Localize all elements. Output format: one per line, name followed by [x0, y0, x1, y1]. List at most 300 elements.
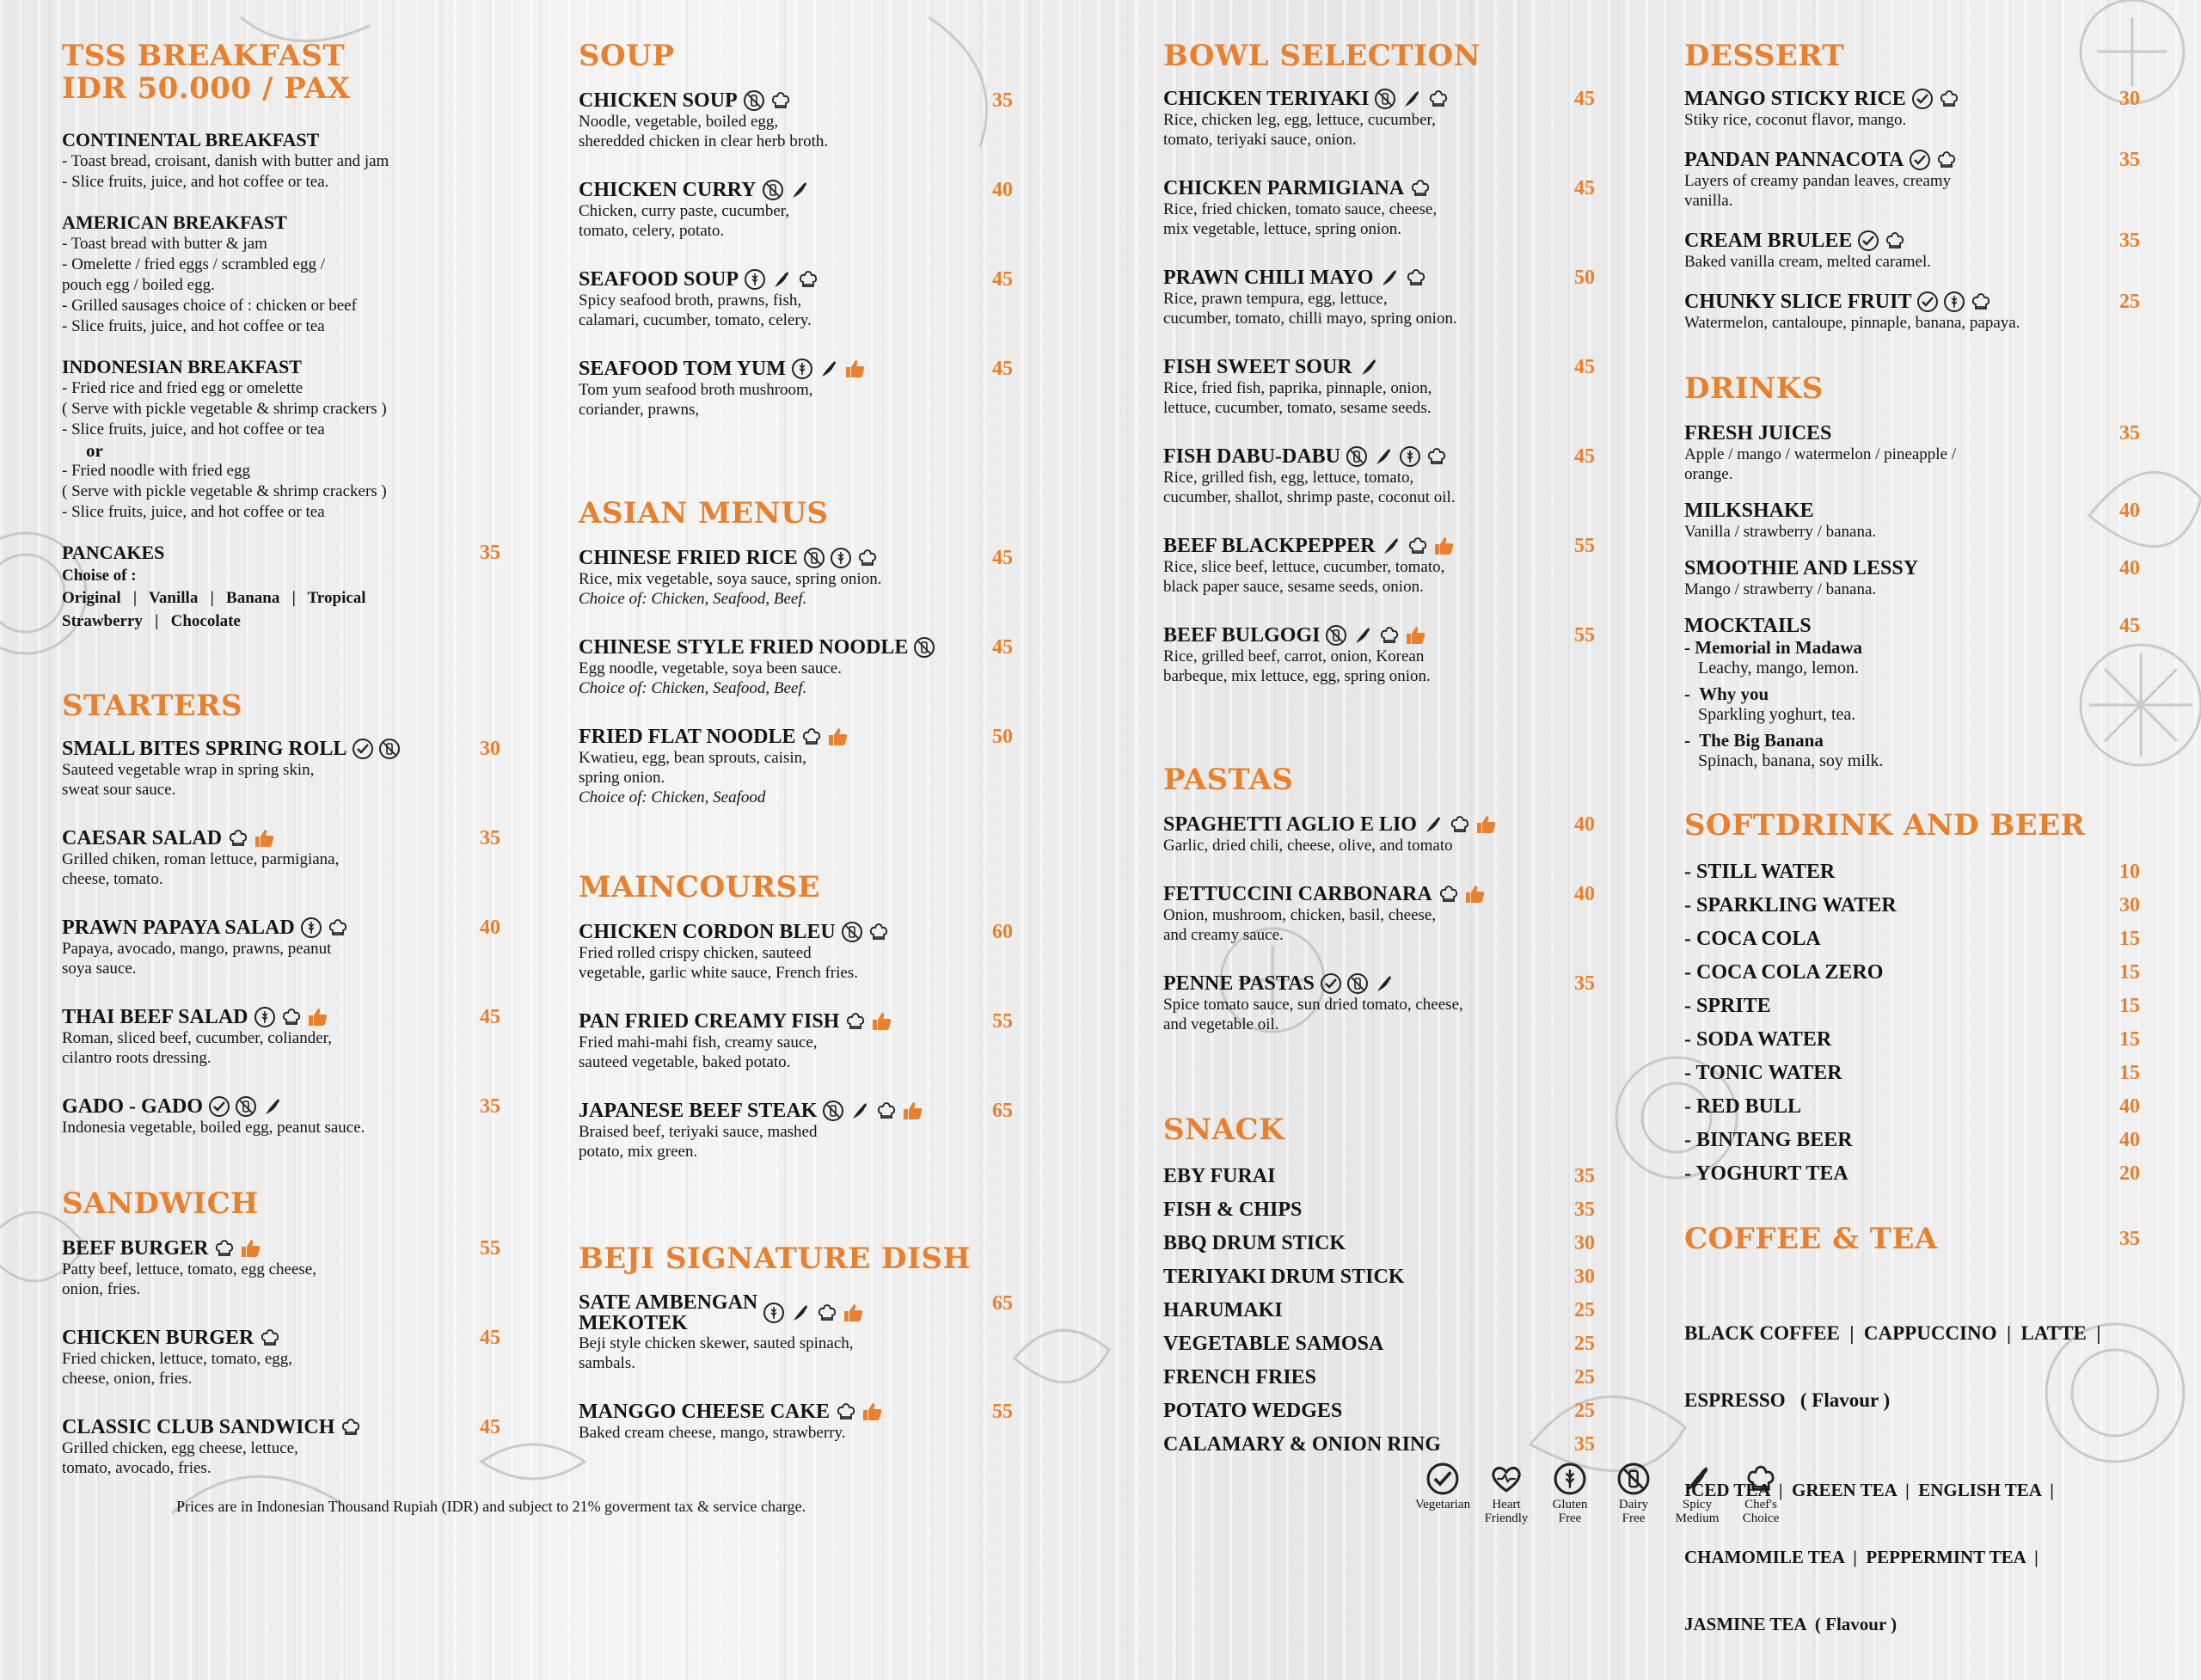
- thumbs-up-icon: [1433, 535, 1456, 557]
- item-name-row: [1163, 88, 1595, 110]
- spicy-icon: [1373, 972, 1395, 995]
- chefs-choice-icon: [1438, 883, 1460, 905]
- spicy-icon: [1380, 535, 1402, 557]
- item-description: Fried mahi-mahi fish, creamy sauce, sauteed vegetable, baked potato.: [579, 1033, 818, 1071]
- item-name: SMALL BITES SPRING ROLL: [62, 738, 347, 760]
- spicy-icon: [770, 268, 793, 291]
- mocktail-name: - The Big Banana: [1684, 730, 1824, 751]
- mocktail-item: [1684, 730, 2140, 771]
- vegetarian-icon: [1916, 291, 1939, 313]
- item-name: SEAFOOD TOM YUM: [579, 358, 786, 380]
- item-price: 25: [1574, 1400, 1595, 1422]
- item-name-row: [1163, 813, 1595, 836]
- item-price: 55: [1574, 535, 1595, 557]
- legend-item: [1481, 1462, 1532, 1525]
- menu-item: [579, 921, 1013, 983]
- item-name-row: [62, 827, 500, 849]
- soup-list: [579, 89, 1013, 420]
- item-name: - TONIC WATER: [1684, 1062, 1842, 1084]
- item-choice: Choice of: Chicken, Seafood: [579, 788, 766, 806]
- menu-item: [1684, 230, 2140, 272]
- item-name-row: [1163, 883, 1595, 905]
- chefs-choice-icon: [1938, 88, 1960, 110]
- item-price: 35: [480, 827, 500, 849]
- item-name: PANDAN PANNACOTA: [1684, 149, 1904, 171]
- item-name: CHICKEN CURRY: [579, 179, 757, 201]
- item-name: CHICKEN PARMIGIANA: [1163, 177, 1405, 199]
- dairy-free-icon: [743, 89, 765, 112]
- sandwich-list: [62, 1237, 500, 1478]
- item-name: - COCA COLA ZERO: [1684, 961, 1884, 984]
- dietary-icons: [1378, 267, 1427, 289]
- dietary-icons: [913, 636, 935, 659]
- item-name: - SPRITE: [1684, 995, 1771, 1017]
- item-name-row: [579, 358, 1013, 380]
- item-price: 45: [1574, 177, 1595, 199]
- item-name: VEGETABLE SAMOSA: [1163, 1333, 1384, 1355]
- item-price: 45: [1574, 356, 1595, 378]
- dietary-icons: [340, 1416, 362, 1438]
- item-name: - COCA COLA: [1684, 928, 1821, 950]
- mocktail-desc: Sparkling yoghurt, tea.: [1698, 705, 1856, 724]
- menu-item: [1163, 177, 1595, 239]
- list-item: [1684, 1062, 2140, 1084]
- menu-item: [1163, 356, 1595, 418]
- mocktail-name: - Memorial in Madawa: [1684, 637, 1863, 658]
- list-item: [1684, 995, 2140, 1017]
- dietary-icons: [762, 179, 811, 201]
- item-name-row: [1684, 291, 2140, 313]
- menu-item: [1163, 813, 1595, 855]
- legend-label: Chef's Choice: [1742, 1498, 1780, 1525]
- item-name: AMERICAN BREAKFAST: [62, 212, 287, 233]
- item-name: FISH DABU-DABU: [1163, 445, 1341, 468]
- pastas-list: [1163, 813, 1595, 1034]
- item-price: 30: [2119, 88, 2140, 110]
- item-price: 40: [1574, 813, 1595, 836]
- gluten-free-icon: [1943, 291, 1965, 313]
- item-description: Grilled chicken, egg cheese, lettuce, tomato, avocado, fries.: [62, 1439, 298, 1477]
- item-name: HARUMAKI: [1163, 1299, 1283, 1321]
- mocktail-item: [1684, 637, 2140, 678]
- item-price: 50: [992, 726, 1013, 748]
- coffee-options-line: ESPRESSO ( Flavour ): [1684, 1389, 1891, 1411]
- item-price: 15: [2119, 1062, 2140, 1084]
- tea-options-line: ICED TEA | GREEN TEA | ENGLISH TEA |: [1684, 1480, 2054, 1500]
- snack-list: [1163, 1165, 1595, 1456]
- item-desc: - Fried noodle with fried egg ( Serve with pickle vegetable & shrimp crackers ) - Slice fruits, juice, and hot coffee or tea: [62, 462, 387, 521]
- item-name-row: [62, 1416, 500, 1438]
- dietary-icons: [1909, 149, 1958, 171]
- item-price: 45: [992, 636, 1013, 659]
- item-description: Rice, fried chicken, tomato sauce, cheese, mix vegetable, lettuce, spring onion.: [1163, 200, 1438, 238]
- item-name: CHICKEN CORDON BLEU: [579, 921, 836, 943]
- thumbs-up-icon: [254, 827, 276, 849]
- item-name: GADO - GADO: [62, 1095, 203, 1118]
- item-name: TERIYAKI DRUM STICK: [1163, 1266, 1405, 1288]
- item-description: Braised beef, teriyaki sauce, mashed potato, mix green.: [579, 1123, 818, 1161]
- item-name: MOCKTAILS: [1684, 615, 1812, 637]
- menu-item: [62, 1327, 500, 1389]
- item-name: CALAMARY & ONION RING: [1163, 1433, 1441, 1456]
- spicy-icon: [849, 1100, 871, 1122]
- dietary-icons: [1422, 813, 1498, 836]
- legend-label: Heart Friendly: [1484, 1498, 1529, 1525]
- item-name: POTATO WEDGES: [1163, 1400, 1343, 1422]
- item-description: Fried rolled crispy chicken, sauteed vegetable, garlic white sauce, French fries.: [579, 944, 858, 982]
- item-name: INDONESIAN BREAKFAST: [62, 356, 302, 377]
- item-name: SEAFOOD SOUP: [579, 268, 739, 291]
- starters-list: [62, 738, 500, 1137]
- item-name-row: [1163, 624, 1595, 647]
- item-name-row: [1163, 356, 1595, 378]
- choice-row: Strawberry | Chocolate: [62, 612, 241, 630]
- item-description: Watermelon, cantaloupe, pinnaple, banana, papaya.: [1684, 314, 2020, 332]
- chefs-choice-icon: [259, 1327, 281, 1349]
- item-name: MANGGO CHEESE CAKE: [579, 1401, 831, 1423]
- vegetarian-icon: [352, 738, 374, 760]
- item-name: CLASSIC CLUB SANDWICH: [62, 1416, 335, 1438]
- list-item: [1684, 1162, 2140, 1185]
- item-price: 45: [480, 1416, 500, 1438]
- item-price: 45: [1574, 445, 1595, 468]
- item-price: 20: [2119, 1162, 2140, 1185]
- item-name-row: [1163, 535, 1595, 557]
- list-item: [1163, 1333, 1595, 1355]
- item-price: 35: [1574, 1433, 1595, 1456]
- item-price: 55: [992, 1010, 1013, 1033]
- item-price: 30: [1574, 1266, 1595, 1288]
- item-description: Roman, sliced beef, cucumber, coliander, cilantro roots dressing.: [62, 1029, 332, 1067]
- item-description: Apple / mango / watermelon / pineapple / orange.: [1684, 445, 1957, 483]
- chefs-choice-icon: [856, 547, 879, 569]
- item-description: Chicken, curry paste, cucumber, tomato, celery, potato.: [579, 202, 790, 240]
- item-name-row: [62, 1095, 500, 1118]
- item-price: 30: [2119, 894, 2140, 917]
- item-name-row: [579, 1010, 1013, 1033]
- dairy-free-icon: [822, 1100, 844, 1122]
- thumbs-up-icon: [861, 1401, 884, 1423]
- item-name: MILKSHAKE: [1684, 500, 1814, 522]
- item-name: - SODA WATER: [1684, 1028, 1832, 1051]
- list-item: [1684, 1028, 2140, 1051]
- thumbs-up-icon: [843, 1302, 865, 1324]
- dairy-free-icon: [1616, 1462, 1651, 1496]
- dairy-free-icon: [378, 738, 401, 760]
- mocktails-item: [1684, 615, 2140, 771]
- gluten-free-icon: [1399, 445, 1421, 468]
- dietary-icons: [743, 89, 792, 112]
- mocktail-name: - Why you: [1684, 684, 1769, 704]
- dietary-icons: [208, 1095, 284, 1118]
- item-name-row: [1684, 149, 2140, 171]
- thumbs-up-icon: [844, 358, 867, 380]
- legend-item: [1608, 1462, 1659, 1525]
- pancakes-item: [62, 542, 500, 633]
- american-breakfast: [62, 212, 500, 337]
- mocktail-desc: Leachy, mango, lemon.: [1698, 659, 1859, 678]
- item-description: Onion, mushroom, chicken, basil, cheese, and creamy sauce.: [1163, 906, 1437, 944]
- item-name-row: [62, 917, 500, 939]
- dietary-icons: [800, 726, 849, 748]
- menu-item: [1163, 883, 1595, 945]
- item-name: BEEF BURGER: [62, 1237, 209, 1260]
- gluten-free-icon: [830, 547, 852, 569]
- dessert-list: [1684, 88, 2140, 333]
- dietary-icons: [763, 1302, 865, 1324]
- item-price: 45: [480, 1327, 500, 1349]
- item-name: CHUNKY SLICE FRUIT: [1684, 291, 1912, 313]
- item-name: CHICKEN SOUP: [579, 89, 738, 112]
- vegetarian-icon: [1425, 1462, 1460, 1496]
- item-price: 35: [2119, 149, 2140, 171]
- menu-item: [62, 738, 500, 800]
- or-label: or: [86, 440, 103, 461]
- spicy-icon: [788, 179, 811, 201]
- menu-item: [1684, 88, 2140, 130]
- signature-list: [579, 1292, 1013, 1443]
- item-description: Beji style chicken skewer, sauted spinach, sambals.: [579, 1334, 854, 1372]
- item-description: Spicy seafood broth, prawns, fish, calamari, cucumber, tomato, celery.: [579, 291, 812, 329]
- menu-item: [1684, 422, 2140, 484]
- spicy-icon: [1422, 813, 1444, 836]
- item-description: Mango / strawberry / banana.: [1684, 580, 1877, 598]
- item-description: Rice, chicken leg, egg, lettuce, cucumber, tomato, teriyaki sauce, onion.: [1163, 111, 1436, 149]
- chefs-choice-icon: [227, 827, 249, 849]
- vegetarian-icon: [1911, 88, 1934, 110]
- dairy-free-icon: [1374, 88, 1396, 110]
- item-name: SATE AMBENGAN MEKOTEK: [579, 1291, 758, 1334]
- spicy-icon: [1372, 445, 1395, 468]
- item-name: FETTUCCINI CARBONARA: [1163, 883, 1432, 905]
- dietary-icons: [259, 1327, 281, 1349]
- dietary-icons: [835, 1401, 884, 1423]
- item-name: FISH SWEET SOUR: [1163, 356, 1352, 378]
- item-price: 35: [1574, 1165, 1595, 1187]
- vegetarian-icon: [208, 1095, 230, 1118]
- item-description: Garlic, dried chili, cheese, olive, and tomato: [1163, 837, 1453, 855]
- menu-item: [1684, 500, 2140, 542]
- item-price: 35: [992, 89, 1013, 112]
- item-price: 40: [480, 917, 500, 939]
- item-price: 40: [2119, 500, 2140, 522]
- item-description: Rice, grilled beef, carrot, onion, Korean barbeque, mix lettuce, egg, spring onion.: [1163, 647, 1431, 685]
- item-name-row: [1684, 230, 2140, 252]
- gluten-free-icon: [791, 358, 813, 380]
- list-item: [1684, 894, 2140, 917]
- list-item: [1163, 1266, 1595, 1288]
- asian-menus-title: ASIAN MENUS: [579, 496, 829, 530]
- dairy-free-icon: [1346, 445, 1368, 468]
- item-price: 65: [992, 1292, 1013, 1315]
- menu-item: [579, 726, 1013, 807]
- list-item: [1163, 1366, 1595, 1389]
- chefs-choice-icon: [844, 1010, 867, 1033]
- menu-item: [579, 358, 1013, 420]
- mocktail-desc: Spinach, banana, soy milk.: [1698, 751, 1884, 770]
- menu-item: [1163, 267, 1595, 328]
- item-name: PENNE PASTAS: [1163, 972, 1315, 995]
- menu-item: [1684, 149, 2140, 211]
- item-name-row: [1684, 500, 2140, 522]
- item-price: 45: [1574, 88, 1595, 110]
- item-name-row: [579, 268, 1013, 291]
- dietary-icons: [1438, 883, 1487, 905]
- item-name: CONTINENTAL BREAKFAST: [62, 129, 320, 150]
- item-name-row: [62, 1006, 500, 1028]
- list-item: [1684, 1129, 2140, 1151]
- mocktail-item: [1684, 684, 2140, 725]
- drinks-title: DRINKS: [1684, 371, 1824, 406]
- item-price: 55: [480, 1237, 500, 1260]
- coffee-options-line: BLACK COFFEE | CAPPUCCINO | LATTE |: [1684, 1322, 2101, 1344]
- item-name-row: [1163, 177, 1595, 199]
- pastas-title: PASTAS: [1163, 763, 1294, 797]
- thumbs-up-icon: [1475, 813, 1498, 836]
- chefs-choice-icon: [340, 1416, 362, 1438]
- item-price: 40: [1574, 883, 1595, 905]
- item-price: 45: [992, 358, 1013, 380]
- legend-item: [1414, 1462, 1471, 1525]
- item-name-row: [579, 636, 1013, 659]
- item-name-row: [579, 1401, 1013, 1423]
- item-name: CREAM BRULEE: [1684, 230, 1853, 252]
- list-item: [1684, 928, 2140, 950]
- item-name: MANGO STICKY RICE: [1684, 88, 1906, 110]
- list-item: [1163, 1400, 1595, 1422]
- menu-item: [579, 179, 1013, 241]
- drinks-list: [1684, 422, 2140, 599]
- list-item: [1163, 1232, 1595, 1254]
- chefs-choice-icon: [1378, 624, 1401, 647]
- item-description: Tom yum seafood broth mushroom, coriander, prawns,: [579, 381, 813, 419]
- dairy-free-icon: [803, 547, 825, 569]
- item-price: 40: [992, 179, 1013, 201]
- chefs-choice-icon: [1884, 230, 1906, 252]
- thumbs-up-icon: [871, 1010, 893, 1033]
- item-description: Spice tomato sauce, sun dried tomato, cheese, and vegetable oil.: [1163, 996, 1463, 1033]
- asian-list: [579, 547, 1013, 807]
- dietary-icons: [300, 917, 349, 939]
- item-name: CHINESE STYLE FRIED NOODLE: [579, 636, 909, 659]
- item-description: Papaya, avocado, mango, prawns, peanut soya sauce.: [62, 940, 332, 978]
- menu-item: [1684, 557, 2140, 599]
- list-item: [1684, 861, 2140, 883]
- starters-title: STARTERS: [62, 689, 243, 723]
- item-name-row: [62, 1237, 500, 1260]
- item-price: 35: [1574, 1199, 1595, 1221]
- item-price: 15: [2119, 1028, 2140, 1051]
- item-name-row: [579, 89, 1013, 112]
- list-item: [1163, 1199, 1595, 1221]
- item-name: - BINTANG BEER: [1684, 1129, 1853, 1151]
- item-name-row: [1163, 445, 1595, 468]
- item-name-row: [1684, 422, 2140, 445]
- item-description: Baked cream cheese, mango, strawberry.: [579, 1424, 846, 1442]
- signature-title: BEJI SIGNATURE DISH: [579, 1242, 972, 1276]
- dietary-icons: [1320, 972, 1395, 995]
- item-description: Rice, grilled fish, egg, lettuce, tomato, cucumber, shallot, shrimp paste, coconut oil.: [1163, 469, 1456, 506]
- menu-item: [62, 1416, 500, 1478]
- bowl-title: BOWL SELECTION: [1163, 39, 1481, 73]
- chefs-choice-icon: [797, 268, 819, 291]
- list-item: [1163, 1165, 1595, 1187]
- thumbs-up-icon: [307, 1006, 329, 1028]
- heart-friendly-icon: [1489, 1462, 1524, 1496]
- item-name-row: [579, 547, 1013, 569]
- thumbs-up-icon: [827, 726, 849, 748]
- item-price: 45: [992, 547, 1013, 569]
- dairy-free-icon: [1325, 624, 1347, 647]
- legend-item: [1544, 1462, 1596, 1525]
- item-description: Fried chicken, lettuce, tomato, egg, cheese, onion, fries.: [62, 1350, 293, 1388]
- item-description: Layers of creamy pandan leaves, creamy vanilla.: [1684, 172, 1952, 210]
- dietary-icons: [1916, 291, 1992, 313]
- item-name: - STILL WATER: [1684, 861, 1836, 883]
- item-price: 60: [992, 921, 1013, 943]
- spicy-icon: [1358, 356, 1380, 378]
- item-price: 45: [992, 268, 1013, 291]
- vegetarian-icon: [1857, 230, 1879, 252]
- dietary-icons: [352, 738, 401, 760]
- legend-label: Spicy Medium: [1675, 1498, 1720, 1525]
- item-name-row: [62, 1327, 500, 1349]
- vegetarian-icon: [1909, 149, 1931, 171]
- tea-options-line: CHAMOMILE TEA | PEPPERMINT TEA |: [1684, 1547, 2039, 1567]
- menu-item: [579, 636, 1013, 698]
- chefs-choice-icon: [213, 1237, 236, 1260]
- item-choice: Choice of: Chicken, Seafood, Beef.: [579, 590, 807, 608]
- item-description: Kwatieu, egg, bean sprouts, caisin, spring onion.: [579, 749, 806, 787]
- item-price: 45: [2119, 615, 2140, 637]
- legend-label: Vegetarian: [1414, 1498, 1471, 1511]
- list-item: [1684, 1095, 2140, 1118]
- item-price: 30: [480, 738, 500, 760]
- item-name: CAESAR SALAD: [62, 827, 223, 849]
- bowl-list: [1163, 88, 1595, 686]
- item-description: Sauteed vegetable wrap in spring skin, sweat sour sauce.: [62, 761, 315, 799]
- dietary-icons: [1374, 88, 1450, 110]
- item-name-row: [579, 921, 1013, 943]
- item-name: JAPANESE BEEF STEAK: [579, 1100, 818, 1122]
- item-price: 25: [1574, 1333, 1595, 1355]
- item-price: 25: [2119, 291, 2140, 313]
- item-price: 40: [2119, 1095, 2140, 1118]
- dietary-icons: [822, 1100, 924, 1122]
- legend-label: Gluten Free: [1552, 1498, 1588, 1525]
- gluten-free-icon: [744, 268, 766, 291]
- chefs-choice-icon: [1405, 267, 1427, 289]
- coffee-tea-price: 35: [2119, 1228, 2140, 1250]
- chefs-choice-icon: [1425, 445, 1448, 468]
- dietary-icons: [1346, 445, 1448, 468]
- column-bowl-pastas-snack: [1163, 40, 1595, 1467]
- dietary-icons: [213, 1237, 262, 1260]
- item-name-row: [1163, 267, 1595, 289]
- dietary-icons: [744, 268, 819, 291]
- spicy-icon: [1352, 624, 1374, 647]
- item-description: Grilled chiken, roman lettuce, parmigiana, cheese, tomato.: [62, 850, 340, 888]
- item-name: CHICKEN TERIYAKI: [1163, 88, 1370, 110]
- item-desc: - Fried rice and fried egg or omelette ( Serve with pickle vegetable & shrimp crackers ) - Slice fruits, juice, and hot coffee or tea: [62, 379, 387, 438]
- continental-breakfast: [62, 129, 500, 193]
- dietary-icons: [227, 827, 276, 849]
- item-price: 15: [2119, 928, 2140, 950]
- coffee-tea-title: COFFEE & TEA: [1684, 1222, 1938, 1256]
- menu-item: [62, 1006, 500, 1068]
- item-name: FRIED FLAT NOODLE: [579, 726, 796, 748]
- column-soup-asian-main-signature: [579, 40, 1013, 1470]
